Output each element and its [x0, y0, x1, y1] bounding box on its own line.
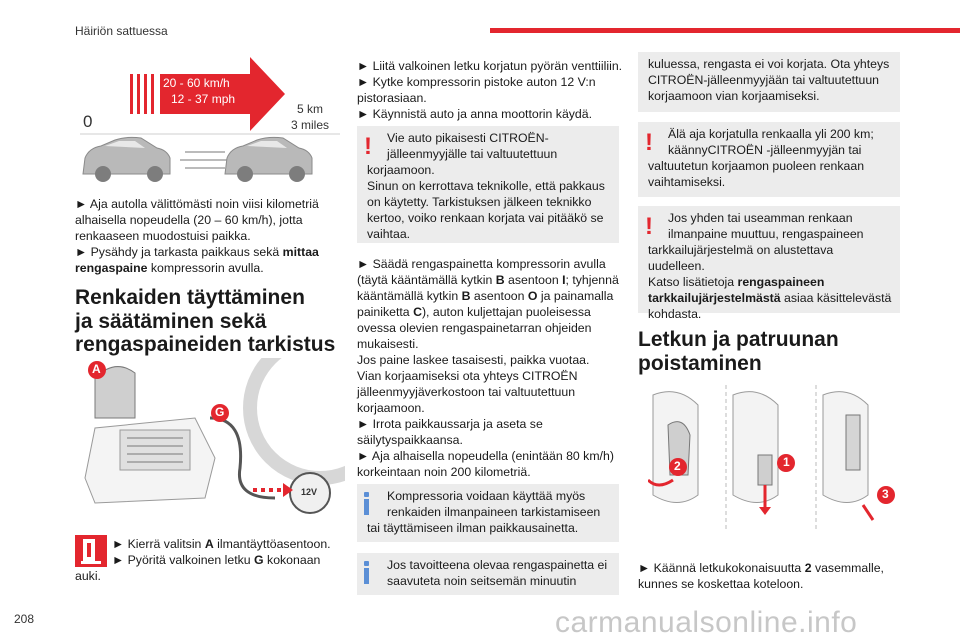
- text-line: tai täyttämiseen ilman paikkausainetta.: [367, 521, 579, 535]
- speed-mph-label: 12 - 37 mph: [171, 92, 236, 106]
- info-box-1: [357, 484, 619, 542]
- callout-G: G: [215, 405, 225, 419]
- text-line: ► Aja alhaisella nopeudella (enintään 80 km/h): [357, 449, 614, 463]
- text-line: alhaisella nopeudella (20 – 60 km/h), jotta: [75, 213, 303, 227]
- page-number: 208: [14, 612, 35, 626]
- text-line: Jos yhden tai useamman renkaan: [668, 211, 853, 225]
- text-span: ja painamalla: [537, 289, 614, 303]
- text-line: [75, 260, 350, 276]
- text-line: ► Liitä valkoinen letku korjatun pyörän venttiiliin.: [357, 59, 623, 73]
- text-line: käännyCITROËN -jälleenmyyjän tai: [668, 143, 862, 157]
- section-title: Häiriön sattuessa: [75, 24, 168, 38]
- distance-km-label: 5 km: [297, 102, 324, 116]
- compressor-illustration: [75, 358, 345, 518]
- text-line: CITROËN-jälleenmyyjään tai valtuutettuun: [648, 73, 880, 87]
- text-line: kunnes se koskettaa koteloon.: [638, 577, 804, 591]
- text-line: [357, 288, 632, 304]
- speed-distance-figure: [75, 52, 345, 182]
- text-bold: I: [562, 273, 566, 287]
- text-line: pistorasiaan.: [357, 91, 427, 105]
- drive-instructions: [75, 196, 350, 276]
- text-line: ► Käynnistä auto ja anna moottorin käydä.: [357, 107, 593, 121]
- text-line: valtuutetun korjaamon puoleen renkaan: [648, 159, 865, 173]
- text-line: kohdasta.: [648, 307, 702, 321]
- text-bold: 2: [804, 561, 812, 575]
- text-line: [112, 536, 352, 552]
- speed-arrow-graphic: [75, 52, 345, 182]
- text-span: ilmantäyttöasentoon.: [213, 537, 331, 551]
- text-line: Sinun on kerrottava teknikolle, että pakkaus: [367, 179, 605, 193]
- heading-line: ja säätäminen sekä: [75, 309, 267, 333]
- text-line: [75, 244, 350, 260]
- text-line: ovessa olevien rengaspainetarran ohjeiden: [357, 321, 592, 335]
- text-bold: G: [254, 553, 264, 567]
- text-line: [112, 552, 352, 568]
- text-line: vaihtamiseksi.: [648, 175, 726, 189]
- speed-zero-label: 0: [83, 112, 93, 131]
- text-span: kompressorin avulla.: [147, 261, 264, 275]
- text-bold: tarkkailujärjestelmästä: [648, 291, 781, 305]
- text-bold: B: [461, 289, 471, 303]
- info-icon: [363, 561, 369, 585]
- text-line: saavuteta noin seitsemän minuutin: [387, 574, 577, 588]
- text-bold: O: [527, 289, 538, 303]
- selector-instructions: [112, 536, 352, 568]
- speed-kmh-label: 20 - 60 km/h: [163, 76, 230, 90]
- text-line: [357, 304, 632, 320]
- gauge-12v-label: 12V: [301, 487, 318, 497]
- text-line: Vie auto pikaisesti CITROËN-: [387, 131, 549, 145]
- heading-hose-removal: [638, 328, 918, 375]
- info-box-2: [357, 553, 619, 595]
- callout-2: 2: [674, 459, 681, 473]
- text-bold: rengaspaineen: [737, 275, 825, 289]
- text-line: tarkkailujärjestelmä on alustettava uudelleen.: [648, 243, 834, 273]
- text-span: ► Käännä letkukokonaisuutta: [638, 561, 805, 575]
- info-icon: [363, 492, 369, 516]
- text-line: [357, 272, 632, 288]
- heading-line: Letkun ja patruunan: [638, 328, 839, 351]
- text-line: [638, 560, 913, 576]
- text-line: Jos tavoitteena olevaa rengaspainetta ei: [387, 558, 608, 572]
- text-span: kokonaan: [263, 553, 321, 567]
- text-span: ; tyhjennä: [565, 273, 619, 287]
- text-span: ► Kierrä valitsin: [112, 537, 205, 551]
- warning-exclamation-icon: !: [645, 213, 653, 240]
- hose-rotation-step: [638, 560, 913, 592]
- text-line: renkaiden ilmanpaineen tarkistamiseen: [387, 505, 601, 519]
- tool-icon: [75, 535, 107, 567]
- text-bold: rengaspaine: [75, 261, 148, 275]
- text-span: asiaa käsittelevästä: [780, 291, 892, 305]
- warning-box-3: [638, 206, 900, 321]
- text-line: Vian korjaamiseksi ota yhteys CITROËN: [357, 369, 578, 383]
- callout-A: A: [92, 362, 101, 376]
- text-span: ► Pysähdy ja tarkasta paikkaus sekä: [75, 245, 283, 259]
- heading-line: rengaspaineiden tarkistus: [75, 333, 336, 356]
- connection-steps: [357, 58, 632, 122]
- distance-miles-label: 3 miles: [291, 118, 330, 132]
- text-span: vasemmalle,: [811, 561, 884, 575]
- cartridge-removal-graphic: [648, 385, 903, 530]
- text-span: ), auton kuljettajan puoleisessa: [421, 305, 591, 319]
- text-line: ► Kytke kompressorin pistoke auton 12 V:n: [357, 75, 596, 89]
- text-line: ► Säädä rengaspainetta kompressorin avulla: [357, 257, 606, 271]
- selector-instructions-tail: auki.: [75, 569, 101, 583]
- warning-exclamation-icon: !: [645, 129, 653, 156]
- cartridge-removal-illustration: [648, 385, 903, 530]
- text-span: Katso lisätietoja: [648, 275, 738, 289]
- text-line: korkeintaan noin 200 kilometriä.: [357, 465, 531, 479]
- selector-pictogram: [75, 535, 107, 567]
- warning-exclamation-icon: !: [364, 133, 372, 160]
- text-line: on käytetty. Tarkistuksen jälkeen teknikko: [367, 195, 592, 209]
- text-line: korjaamoon.: [367, 163, 435, 177]
- text-line: ► Irrota paikkaussarja ja aseta se: [357, 417, 543, 431]
- pressure-adjust-steps: [357, 256, 632, 480]
- text-line: renkaaseen muodostuisi paikka.: [75, 229, 251, 243]
- text-line: ► Aja autolla välittömästi noin viisi kilometriä: [75, 197, 319, 211]
- heading-line: poistaminen: [638, 351, 762, 375]
- text-span: painiketta: [357, 305, 414, 319]
- text-line: Älä aja korjatulla renkaalla yli 200 km;: [668, 127, 874, 141]
- text-line: vaihtaa.: [367, 227, 411, 241]
- text-span: asentoon: [470, 289, 528, 303]
- text-line: kuluessa, rengasta ei voi korjata. Ota yhteys: [648, 57, 890, 71]
- text-bold: C: [413, 305, 422, 319]
- text-line: säilytyspaikkaansa.: [357, 433, 463, 447]
- text-line: ilmanpaine muuttuu, rengaspaineen: [668, 227, 864, 241]
- text-bold: B: [495, 273, 505, 287]
- header-accent-bar: [490, 28, 960, 33]
- text-line: Jos paine laskee tasaisesti, paikka vuotaa.: [357, 353, 590, 367]
- text-span: (täytä kääntämällä kytkin: [357, 273, 496, 287]
- text-line: [648, 290, 892, 306]
- text-line: jälleenmyyjälle tai valtuutettuun: [387, 147, 558, 161]
- text-line: jälleenmyyjäverkostoon tai valtuutettuun: [357, 385, 576, 399]
- text-span: kääntämällä kytkin: [357, 289, 462, 303]
- text-line: [648, 274, 892, 290]
- callout-1: 1: [783, 455, 790, 469]
- text-line: korjaamoon.: [357, 401, 425, 415]
- text-span: asentoon: [504, 273, 563, 287]
- text-span: ► Pyöritä valkoinen letku: [112, 553, 255, 567]
- text-line: korjaamoon vian korjaamiseksi.: [648, 89, 820, 103]
- heading-tyre-inflation: [75, 286, 355, 357]
- text-bold: mittaa: [282, 245, 319, 259]
- text-line: kertoo, voiko renkaan korjata vai pitääkö se: [367, 211, 604, 225]
- info-box-2-continued: [638, 52, 900, 112]
- callout-3: 3: [882, 487, 889, 501]
- watermark-text: carmanualsonline.info: [555, 606, 858, 639]
- heading-line: Renkaiden täyttäminen: [75, 286, 305, 309]
- text-bold: A: [204, 537, 214, 551]
- warning-box-2: [638, 122, 900, 197]
- text-line: Kompressoria voidaan käyttää myös: [387, 489, 586, 503]
- warning-box-1: [357, 126, 619, 243]
- text-line: mukaisesti.: [357, 337, 419, 351]
